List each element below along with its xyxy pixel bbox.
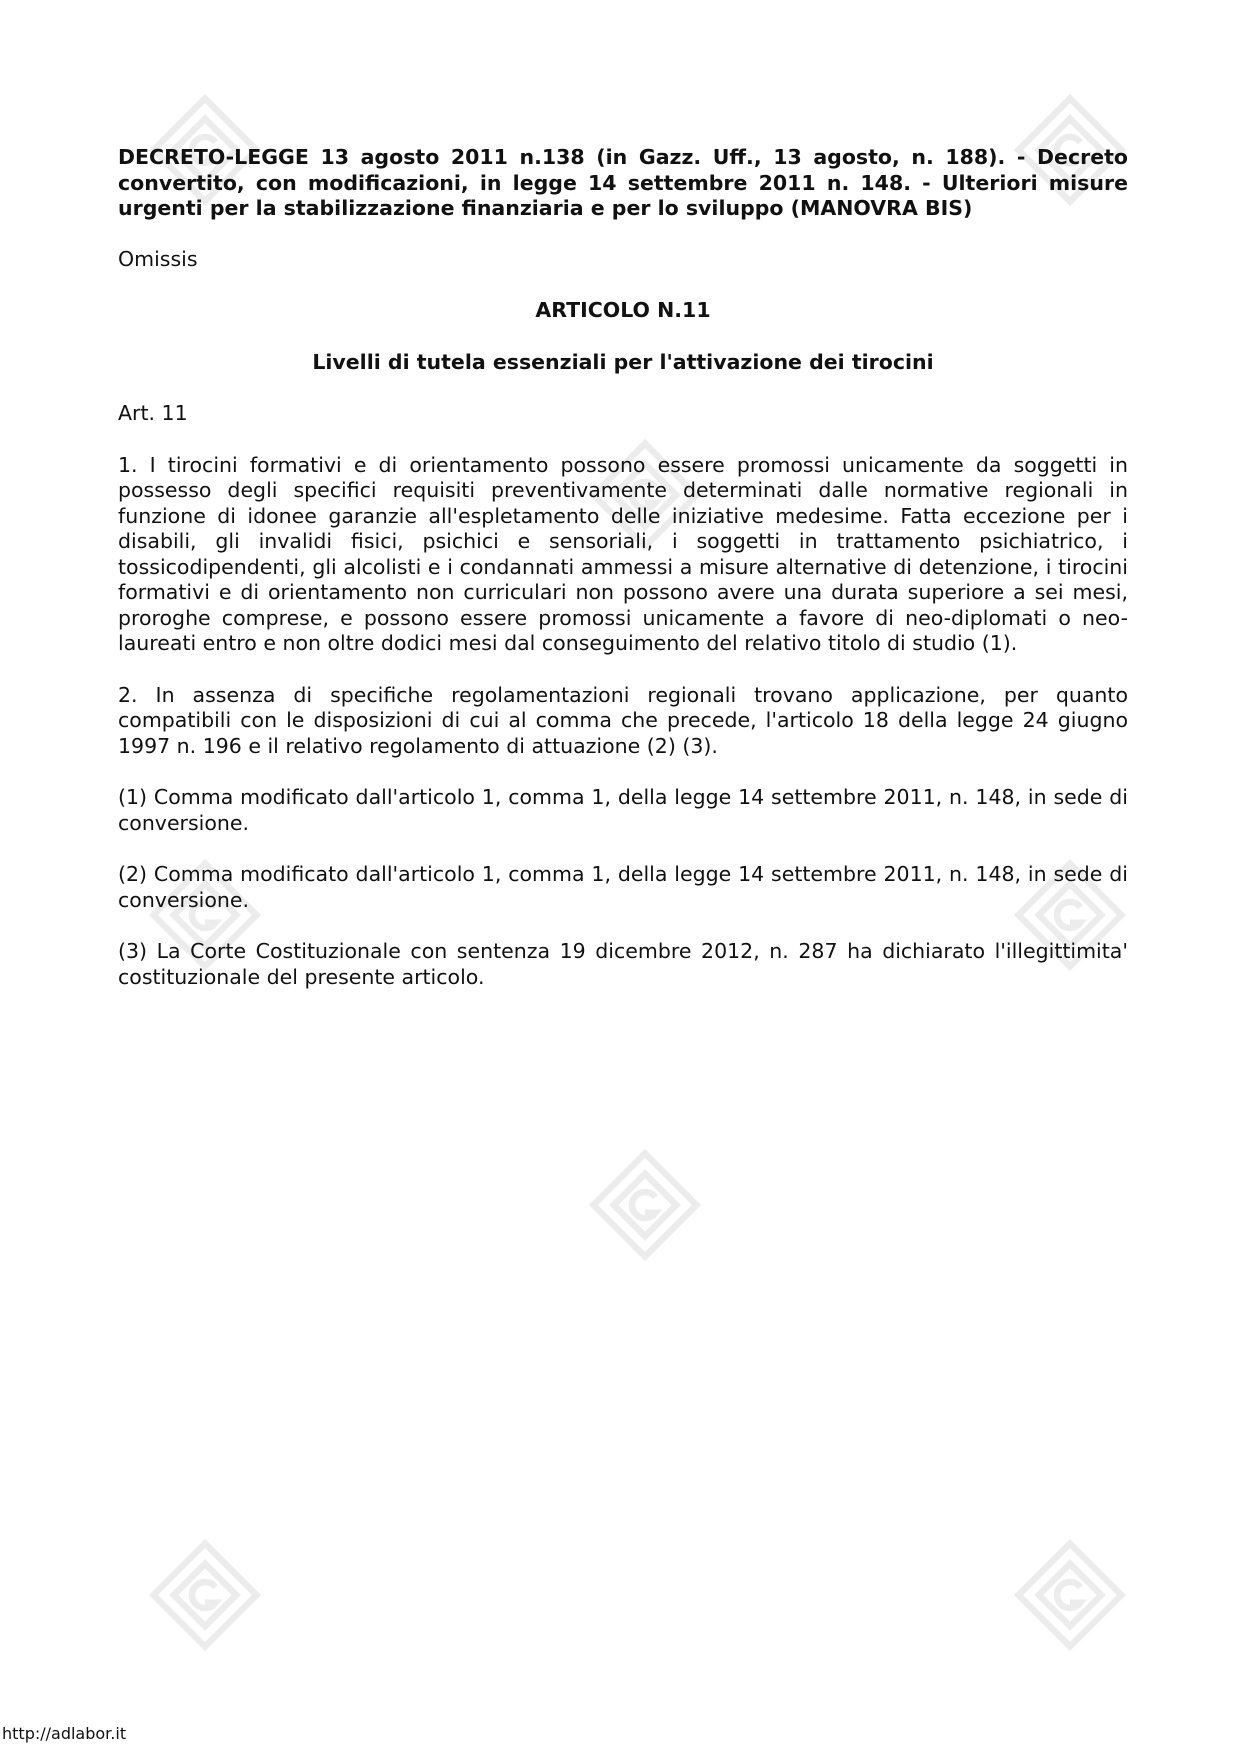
document-body	[118, 145, 1128, 1016]
article-label: Art. 11	[118, 401, 188, 425]
footer-url-link[interactable]: http://adlabor.it	[2, 1724, 127, 1743]
article-heading: ARTICOLO N.11	[535, 298, 711, 322]
document-title: DECRETO-LEGGE 13 agosto 2011 n.138 (in Gazz. Uff., 13 agosto, n. 188). - Decreto convertito, con modificazioni, in legge 14 settembre 2011 n. 148. - Ulteriori misure urgenti per la stabilizzazione finanziaria e per lo sviluppo (MANOVRA BIS)	[118, 145, 1128, 220]
article-subheading: Livelli di tutela essenziali per l'attivazione dei tirocini	[312, 349, 934, 374]
watermark-logo-icon	[140, 1530, 270, 1660]
watermark-logo-icon	[1005, 1530, 1135, 1660]
omissis-label: Omissis	[118, 246, 198, 271]
note-3: (3) La Corte Costituzionale con sentenza 19 dicembre 2012, n. 287 ha dichiarato l'illegittimita' costituzionale del presente articolo.	[118, 939, 1128, 989]
note-1: (1) Comma modificato dall'articolo 1, comma 1, della legge 14 settembre 2011, n. 148, in sede di conversione.	[118, 785, 1128, 835]
paragraph-1: 1. I tirocini formativi e di orientamento possono essere promossi unicamente da soggetti in possesso degli specifici requisiti preventivamente determinati dalle normative regionali in funzione di idonee garanzie all'espletamento delle iniziative medesime. Fatta eccezione per i disabili, gli invalidi fisici, psichici e sensoriali, i soggetti in trattamento psichiatrico, i tossicodipendenti, gli alcolisti e i condannati ammessi a misure alternative di detenzione, i tirocini formativi e di orientamento non curriculari non possono avere una durata superiore a sei mesi, proroghe comprese, e possono essere promossi unicamente a favore di neo-diplomati o neo-laureati entro e non oltre dodici mesi dal conseguimento del relativo titolo di studio (1).	[118, 452, 1128, 655]
paragraph-2: 2. In assenza di specifiche regolamentazioni regionali trovano applicazione, per quanto compatibili con le disposizioni di cui al comma che precede, l'articolo 18 della legge 24 giugno 1997 n. 196 e il relativo regolamento di attuazione (2) (3).	[118, 682, 1128, 758]
note-2: (2) Comma modificato dall'articolo 1, comma 1, della legge 14 settembre 2011, n. 148, in sede di conversione.	[118, 862, 1128, 912]
watermark-logo-icon	[580, 1140, 710, 1270]
